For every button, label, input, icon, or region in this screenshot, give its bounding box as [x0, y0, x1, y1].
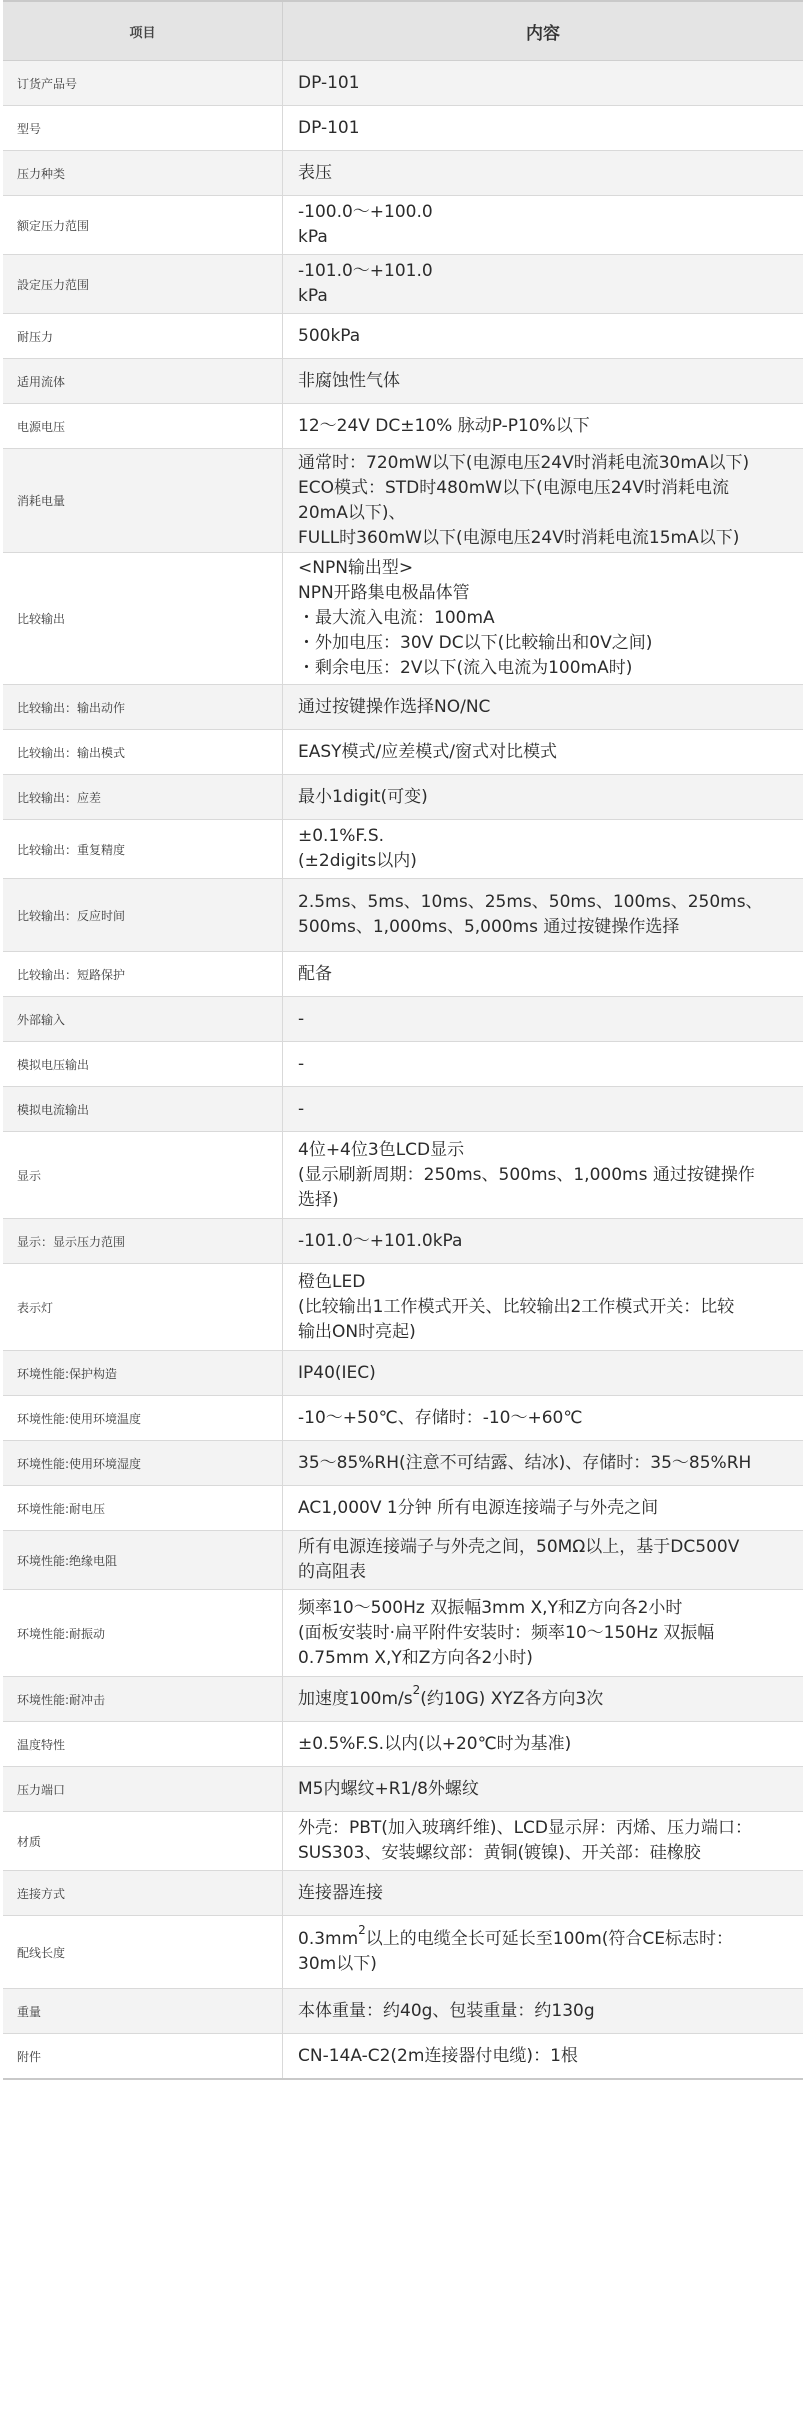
row-value	[283, 820, 803, 878]
value-line: -101.0～+101.0	[298, 261, 433, 281]
table-row	[3, 1396, 803, 1441]
table-row	[3, 1351, 803, 1396]
table-row	[3, 1132, 803, 1219]
row-value	[283, 553, 803, 684]
table-row	[3, 359, 803, 404]
value-line: AC1,000V 1分钟 所有电源连接端子与外壳之间	[298, 1497, 659, 1518]
table-row	[3, 1087, 803, 1132]
row-value	[283, 1677, 803, 1721]
value-line: 0.75mm X,Y和Z方向各2小时)	[298, 1647, 533, 1668]
row-label: 压力端口	[3, 1767, 283, 1811]
row-label: 消耗电量	[3, 449, 283, 552]
row-label: 环境性能:保护构造	[3, 1351, 283, 1395]
value-line: 非腐蚀性气体	[298, 370, 400, 391]
value-line: CN-14A-C2(2m连接器付电缆)：1根	[298, 2045, 578, 2066]
value-line: (显示刷新周期：250ms、500ms、1,000ms 通过按键操作	[298, 1164, 755, 1185]
value-line: 橙色LED	[298, 1271, 366, 1292]
row-label: 比较输出	[3, 553, 283, 684]
table-row	[3, 1486, 803, 1531]
row-label: 环境性能:耐冲击	[3, 1677, 283, 1721]
row-label: 电源电压	[3, 404, 283, 448]
value-line: 频率10～500Hz 双振幅3mm X,Y和Z方向各2小时	[298, 1597, 683, 1618]
row-value	[283, 1396, 803, 1440]
table-row	[3, 553, 803, 685]
value-line: kPa	[298, 227, 328, 247]
row-label: 外部输入	[3, 997, 283, 1041]
row-label: 重量	[3, 1989, 283, 2033]
table-row	[3, 61, 803, 106]
row-value	[283, 1132, 803, 1218]
value-line: ・最大流入电流：100mA	[298, 608, 495, 628]
table-row	[3, 1722, 803, 1767]
row-value	[283, 879, 803, 951]
row-value	[283, 1812, 803, 1870]
row-value	[283, 1042, 803, 1086]
table-row	[3, 196, 803, 255]
row-value	[283, 1351, 803, 1395]
value-line: 的高阻表	[298, 1562, 366, 1582]
row-value	[283, 1916, 803, 1988]
value-line: kPa	[298, 286, 328, 306]
row-label: 比较输出：重复精度	[3, 820, 283, 878]
value-line: SUS303、安装螺纹部：黄铜(镀镍)、开关部：硅橡胶	[298, 1843, 701, 1863]
row-label: 型号	[3, 106, 283, 150]
value-line: NPN开路集电极晶体管	[298, 583, 470, 603]
header-item: 项目	[3, 2, 283, 60]
table-row	[3, 2034, 803, 2078]
row-value	[283, 1441, 803, 1485]
table-row	[3, 151, 803, 196]
table-row	[3, 1767, 803, 1812]
value-line: 输出ON时亮起)	[298, 1321, 416, 1342]
row-value	[283, 1486, 803, 1530]
table-row	[3, 404, 803, 449]
row-label: 設定压力范围	[3, 255, 283, 313]
table-row	[3, 1989, 803, 2034]
row-value	[283, 359, 803, 403]
value-line: ECO模式：STD时480mW以下(电源电压24V时消耗电流	[298, 477, 729, 498]
value-line: -	[298, 1053, 305, 1074]
row-value	[283, 1590, 803, 1676]
row-label: 压力种类	[3, 151, 283, 195]
table-row	[3, 1264, 803, 1351]
table-row	[3, 1916, 803, 1989]
row-label: 环境性能:使用环境湿度	[3, 1441, 283, 1485]
table-row	[3, 314, 803, 359]
row-value	[283, 1989, 803, 2033]
row-label: 环境性能:耐振动	[3, 1590, 283, 1676]
row-value	[283, 151, 803, 195]
row-value	[283, 404, 803, 448]
value-line: 2.5ms、5ms、10ms、25ms、50ms、100ms、250ms、	[298, 892, 763, 912]
value-line: 4位+4位3色LCD显示	[298, 1139, 465, 1160]
row-label: 环境性能:使用环境温度	[3, 1396, 283, 1440]
value-line: ±0.5%F.S.以内(以+20℃时为基准)	[298, 1733, 572, 1754]
row-value	[283, 952, 803, 996]
row-value	[283, 2034, 803, 2078]
row-label: 附件	[3, 2034, 283, 2078]
value-line: (面板安装时·扁平附件安装时：频率10～150Hz 双振幅	[298, 1622, 715, 1643]
value-line: 配备	[298, 963, 332, 984]
row-value	[283, 1087, 803, 1131]
table-row	[3, 1871, 803, 1916]
value-text: 加速度100m/s	[298, 1688, 413, 1709]
row-value	[283, 196, 803, 254]
row-label: 比较输出：应差	[3, 775, 283, 819]
table-row	[3, 1531, 803, 1590]
row-label: 配线长度	[3, 1916, 283, 1988]
table-row	[3, 1042, 803, 1087]
row-label: 比较输出：短路保护	[3, 952, 283, 996]
row-value	[283, 1871, 803, 1915]
row-value	[283, 1531, 803, 1589]
value-line: M5内螺纹+R1/8外螺纹	[298, 1778, 479, 1799]
value-line: DP-101	[298, 72, 360, 93]
value-line: FULL时360mW以下(电源电压24V时消耗电流15mA以下)	[298, 527, 740, 548]
table-row	[3, 106, 803, 151]
value-line: 最小1digit(可变)	[298, 786, 428, 807]
value-text: (约10G) XYZ各方向3次	[420, 1688, 604, 1709]
table-row	[3, 1677, 803, 1722]
table-row	[3, 879, 803, 952]
table-row	[3, 775, 803, 820]
value-line: (±2digits以内)	[298, 851, 417, 871]
row-value	[283, 775, 803, 819]
table-row	[3, 730, 803, 775]
row-label: 显示	[3, 1132, 283, 1218]
value-line: 35～85%RH(注意不可结露、结冰)、存储时：35～85%RH	[298, 1452, 752, 1473]
superscript: 2	[358, 1923, 366, 1938]
row-label: 显示：显示压力范围	[3, 1219, 283, 1263]
value-line: EASY模式/应差模式/窗式对比模式	[298, 741, 558, 762]
row-value	[283, 997, 803, 1041]
value-line: 12～24V DC±10% 脉动P-P10%以下	[298, 415, 590, 436]
value-line: 选择)	[298, 1189, 339, 1210]
row-label: 额定压力范围	[3, 196, 283, 254]
value-line: <NPN输出型>	[298, 558, 414, 578]
row-value	[283, 255, 803, 313]
value-line: ・剩余电压：2V以下(流入电流为100mA时)	[298, 658, 633, 678]
row-value	[283, 106, 803, 150]
value-line: 通常时：720mW以下(电源电压24V时消耗电流30mA以下)	[298, 452, 750, 473]
row-label: 环境性能:绝缘电阻	[3, 1531, 283, 1589]
row-label: 耐压力	[3, 314, 283, 358]
value-line: -101.0～+101.0kPa	[298, 1230, 463, 1251]
row-label: 环境性能:耐电压	[3, 1486, 283, 1530]
value-line: IP40(IEC)	[298, 1362, 376, 1383]
value-line: ±0.1%F.S.	[298, 826, 385, 846]
row-label: 材质	[3, 1812, 283, 1870]
row-value	[283, 1219, 803, 1263]
value-line: -	[298, 1098, 305, 1119]
table-row	[3, 1441, 803, 1486]
value-text: 0.3mm	[298, 1929, 359, 1949]
value-line: -10～+50℃、存储时：-10～+60℃	[298, 1407, 583, 1428]
row-value	[283, 1722, 803, 1766]
value-line: (比较输出1工作模式开关、比较输出2工作模式开关：比较	[298, 1296, 735, 1317]
row-label: 比较输出：反应时间	[3, 879, 283, 951]
value-line: -	[298, 1008, 305, 1029]
table-header	[3, 2, 803, 61]
table-row	[3, 1219, 803, 1264]
row-label: 订货产品号	[3, 61, 283, 105]
value-line: 所有电源连接端子与外壳之间，50MΩ以上，基于DC500V	[298, 1537, 740, 1557]
table-row	[3, 255, 803, 314]
value-line: -100.0～+100.0	[298, 202, 433, 222]
value-line: 30m以下)	[298, 1954, 377, 1974]
value-line	[298, 1682, 789, 1712]
row-value	[283, 730, 803, 774]
table-row	[3, 1812, 803, 1871]
value-line	[298, 1923, 789, 1952]
spec-table	[3, 0, 803, 2080]
table-row	[3, 685, 803, 730]
value-line: 本体重量：约40g、包装重量：约130g	[298, 2000, 595, 2021]
table-row	[3, 952, 803, 997]
superscript: 2	[412, 1682, 421, 1697]
value-line: 500ms、1,000ms、5,000ms 通过按键操作选择	[298, 917, 680, 937]
value-line: 外壳：PBT(加入玻璃纤维)、LCD显示屏：丙烯、压力端口：	[298, 1818, 752, 1838]
row-value	[283, 314, 803, 358]
value-text: 以上的电缆全长可延长至100m(符合CE标志时：	[365, 1929, 734, 1949]
row-label: 表示灯	[3, 1264, 283, 1350]
value-line: DP-101	[298, 117, 360, 138]
value-line: 表压	[298, 162, 332, 183]
row-label: 比较输出：输出模式	[3, 730, 283, 774]
row-value	[283, 449, 803, 552]
table-row	[3, 997, 803, 1042]
row-label: 适用流体	[3, 359, 283, 403]
row-label: 比较输出：输出动作	[3, 685, 283, 729]
header-content: 内容	[526, 23, 560, 44]
row-value	[283, 685, 803, 729]
value-line: 通过按键操作选择NO/NC	[298, 696, 491, 717]
row-label: 模拟电压输出	[3, 1042, 283, 1086]
value-line: ・外加电压：30V DC以下(比較输出和0V之间)	[298, 633, 653, 653]
value-line: 20mA以下)、	[298, 502, 406, 523]
table-row	[3, 1590, 803, 1677]
table-body	[3, 61, 803, 2078]
row-label: 连接方式	[3, 1871, 283, 1915]
row-label: 模拟电流输出	[3, 1087, 283, 1131]
table-row	[3, 449, 803, 553]
row-value	[283, 61, 803, 105]
row-value	[283, 1767, 803, 1811]
row-value	[283, 1264, 803, 1350]
table-row	[3, 820, 803, 879]
row-label: 温度特性	[3, 1722, 283, 1766]
value-line: 500kPa	[298, 325, 361, 346]
value-line: 连接器连接	[298, 1882, 383, 1903]
